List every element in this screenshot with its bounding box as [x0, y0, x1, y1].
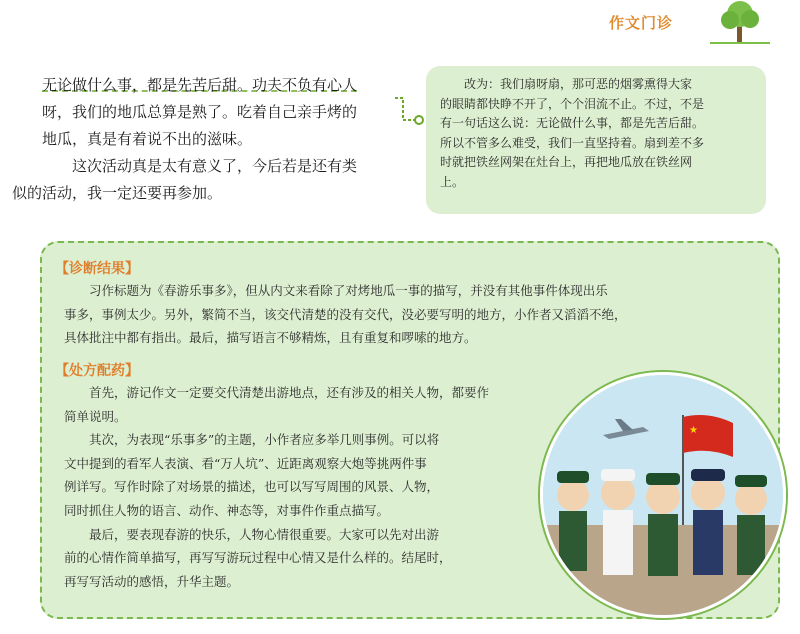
- revision-line: 改为：我们扇呀扇，那可恶的烟雾熏得大家: [464, 77, 693, 91]
- revision-line: 有一句话这么说：无论做什么事，都是先苦后甜。: [440, 116, 705, 131]
- prescription-line: 首先，游记作文一定要交代清楚出游地点，还有涉及的相关人物，都要作: [89, 385, 490, 400]
- diagnosis-line: 事多，事例太少。另外，繁简不当，该交代清楚的没有交代，没必要写明的地方，小作者又滔滔不绝，: [64, 306, 627, 322]
- tree-icon: [710, 0, 770, 44]
- prescription-line: 同时抓住人物的语言、动作、神态等，对事件作重点描写。: [64, 502, 390, 518]
- prescription-line: 例详写。写作时除了对场景的描述，也可以写写周围的风景、人物，: [64, 479, 440, 495]
- essay-paragraph-1: [42, 72, 397, 153]
- prescription-title: 【处方配药】: [55, 363, 139, 379]
- revision-line: 所以不管多么难受，我们一直坚持着。扇到差不多: [440, 135, 705, 150]
- revision-note-box: [426, 66, 766, 214]
- prescription-text: [64, 381, 554, 593]
- diagnosis-title: 【诊断结果】: [55, 261, 139, 277]
- marching-soldiers-illustration: [540, 372, 786, 618]
- svg-text:★: ★: [689, 425, 698, 436]
- prescription-line: 前的心情作简单描写，再写写游玩过程中心情又是什么样的。结尾时，: [64, 550, 452, 566]
- page-section-label: 作文门诊: [609, 14, 674, 32]
- essay-line: 这次活动真是太有意义了，今后若是还有类: [72, 157, 358, 175]
- diagnosis-text: [64, 279, 770, 350]
- essay-line: 地瓜，真是有着说不出的滋味。: [42, 130, 253, 148]
- essay-line: 似的活动，我一定还要再参加。: [12, 184, 223, 202]
- essay-excerpt: [12, 72, 397, 207]
- revision-line: 上。: [440, 174, 465, 189]
- essay-paragraph-2: [12, 153, 397, 207]
- revision-line: 的眼睛都快睁不开了，个个泪流不止。不过，不是: [440, 96, 705, 111]
- prescription-line: 再写写活动的感悟，升华主题。: [64, 573, 240, 589]
- diagnosis-line: 具体批注中都有指出。最后，描写语言不够精炼，且有重复和啰嗦的地方。: [64, 330, 477, 346]
- annotation-connector: [395, 90, 425, 130]
- revision-line: 时就把铁丝网架在灶台上，再把地瓜放在铁丝网: [440, 155, 693, 170]
- prescription-line: 简单说明。: [64, 408, 127, 424]
- prescription-line: 文中提到的看军人表演、看“万人坑”、近距离观察大炮等挑两件事: [64, 455, 427, 471]
- essay-line: 呀，我们的地瓜总算是熟了。吃着自己亲手烤的: [42, 103, 358, 121]
- prescription-line: 最后，要表现春游的快乐，人物心情很重要。大家可以先对出游: [89, 526, 440, 542]
- prescription-line: 其次，为表现“乐事多”的主题，小作者应多举几则事例。可以将: [89, 432, 440, 448]
- diagnosis-line: 习作标题为《春游乐事多》，但从内文来看除了对烤地瓜一事的描写，并没有其他事件体现出乐: [89, 283, 608, 298]
- essay-line: 无论做什么事，都是先苦后甜。功夫不负有心人: [42, 76, 358, 94]
